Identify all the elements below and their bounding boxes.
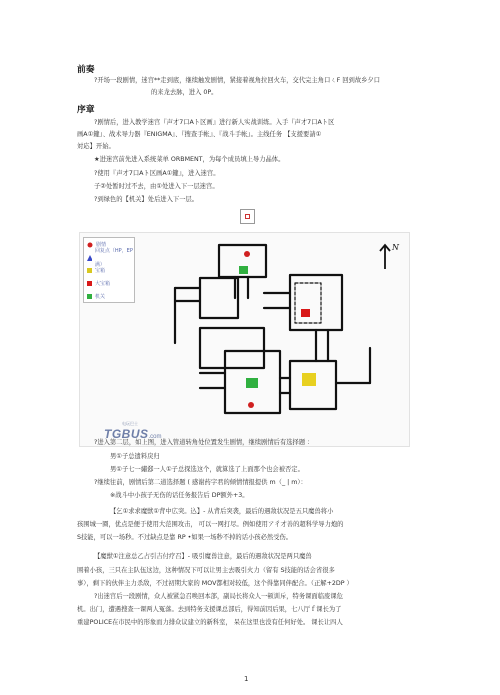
map-mechanism-marker bbox=[239, 266, 248, 274]
legend-label: 回复点（HP，EP满） bbox=[94, 247, 133, 268]
chapter-line: 対応】开始。 bbox=[77, 143, 115, 150]
body-line: ?出迷宫后一段剧情，众人被紧急召唤回本部，副局长将众人一顿训斥，特务课面临废课危 bbox=[94, 593, 343, 600]
prelude-line: 的来龙去脉，进入 0P。 bbox=[151, 89, 218, 96]
chapter-line: 画A①鍵』、战术导力器『ENIGMA』、『搜查手帐』、『战斗手帐』。主线任务 【支援要請① bbox=[77, 131, 322, 138]
body-line: ?继续往前，剧情后第二道选择题 ( 感谢药字君的倾情情报提供 m（_ | m）： bbox=[94, 479, 307, 486]
body-line: ※战斗中小孩子无伤的话任务报告后 DP额外+3。 bbox=[110, 492, 249, 499]
body-line: 【乞①求求魔獣①背中広突。込】- 从背后突袭，最后的遇敌状况是五只魔兽将小 bbox=[110, 508, 334, 515]
legend-label: 机关 bbox=[95, 293, 106, 300]
legend-label: 大宝箱 bbox=[95, 280, 111, 287]
map-chest-marker bbox=[302, 373, 316, 386]
chapter-heading: 序章 bbox=[77, 105, 95, 115]
map-big-chest-marker bbox=[301, 309, 310, 317]
map-story-marker bbox=[248, 402, 254, 408]
body-line: 围着小孩，三只在主队伍这边，这种情况下可以让男主去吸引火力（留有 S技能的话会省很多 bbox=[77, 567, 335, 574]
chapter-line: ★进迷宫前先进入系统菜单 ORBMENT，为每个成员填上导力晶体。 bbox=[94, 156, 285, 163]
map-drawing bbox=[80, 233, 411, 448]
body-line: 重建POLICE在市民中的形象而力排众议建立的新科室， 呆在这里也没有任何好处。 课长让四人 bbox=[77, 619, 343, 626]
body-line: 男①子七一繡郄一人①子总探选这个，就算选了上面那个也会被否定。 bbox=[110, 466, 304, 473]
body-line: S技能，可以一场秒。不过缺点是靠 RP •如果一场秒不掉的话小孩必然受伤。 bbox=[77, 534, 293, 541]
north-arrow-icon bbox=[380, 245, 390, 269]
prelude-heading: 前奏 bbox=[77, 65, 95, 75]
watermark-top: 电玩巴士 bbox=[122, 421, 138, 426]
map-room bbox=[200, 278, 238, 318]
broken-image-icon bbox=[240, 209, 255, 224]
watermark-text: TGBUS bbox=[104, 427, 149, 441]
chapter-line: ?使用『声才7口Aト区画A①鍵』，进入迷宫。 bbox=[94, 170, 220, 177]
legend-label: 宝箱 bbox=[95, 267, 106, 274]
watermark bbox=[104, 421, 162, 441]
page-number: 1 bbox=[244, 675, 249, 683]
body-line: 机。出门，遭遇搜查一课两人冤落。去到特务支援课总部后，得知前因后果，七八厅ｆ课长为了 bbox=[77, 606, 342, 613]
body-line: 孩围城一圈，优点是便于使用大范围攻击， 可以一网打尽。例如使用ア彳才善的超科学导力炮的 bbox=[77, 521, 344, 528]
chapter-line: ?剧情后，进入教学迷宫『声才7口Aト区画』进行新人实战训练。入手『声才7口Aト区 bbox=[94, 119, 335, 126]
body-line: 男①子总遗料戾归 bbox=[110, 453, 160, 460]
watermark-suffix: .com bbox=[148, 434, 162, 440]
north-label: N bbox=[392, 243, 399, 252]
body-line: 【魔獣①注意总乙占引吉付疗召】- 吸引魔兽注意，最后的遇敌状况是两只魔兽 bbox=[94, 553, 312, 560]
map-room bbox=[200, 328, 264, 368]
legend-label: 剧情 bbox=[96, 241, 107, 248]
body-line: 事），剩下的伙伴主力杀敌，不过初期大家的 MOV都相对较低，这个得靠同伴配合。（正解+2DP ） bbox=[77, 580, 353, 587]
chapter-line: 子②处暂时过不去，由①处进入下一层迷宫。 bbox=[94, 183, 219, 190]
body-line: ?进入第二层，如上图，进入管道转角处位置发生剧情，继续剧情后有选择题 ： bbox=[94, 439, 314, 446]
map-story-marker bbox=[244, 251, 250, 257]
map-mechanism-marker bbox=[246, 378, 258, 388]
dungeon-map bbox=[79, 232, 410, 447]
chapter-line: ?到绿色的【机关】处后进入下一层。 bbox=[94, 196, 199, 203]
prelude-line: ?开场一段剧情，迷宫**走到底，继续触发剧情，紧接着视角拉回火车，交代完主角口ㄑF 回到故乡夕口 bbox=[94, 77, 381, 84]
